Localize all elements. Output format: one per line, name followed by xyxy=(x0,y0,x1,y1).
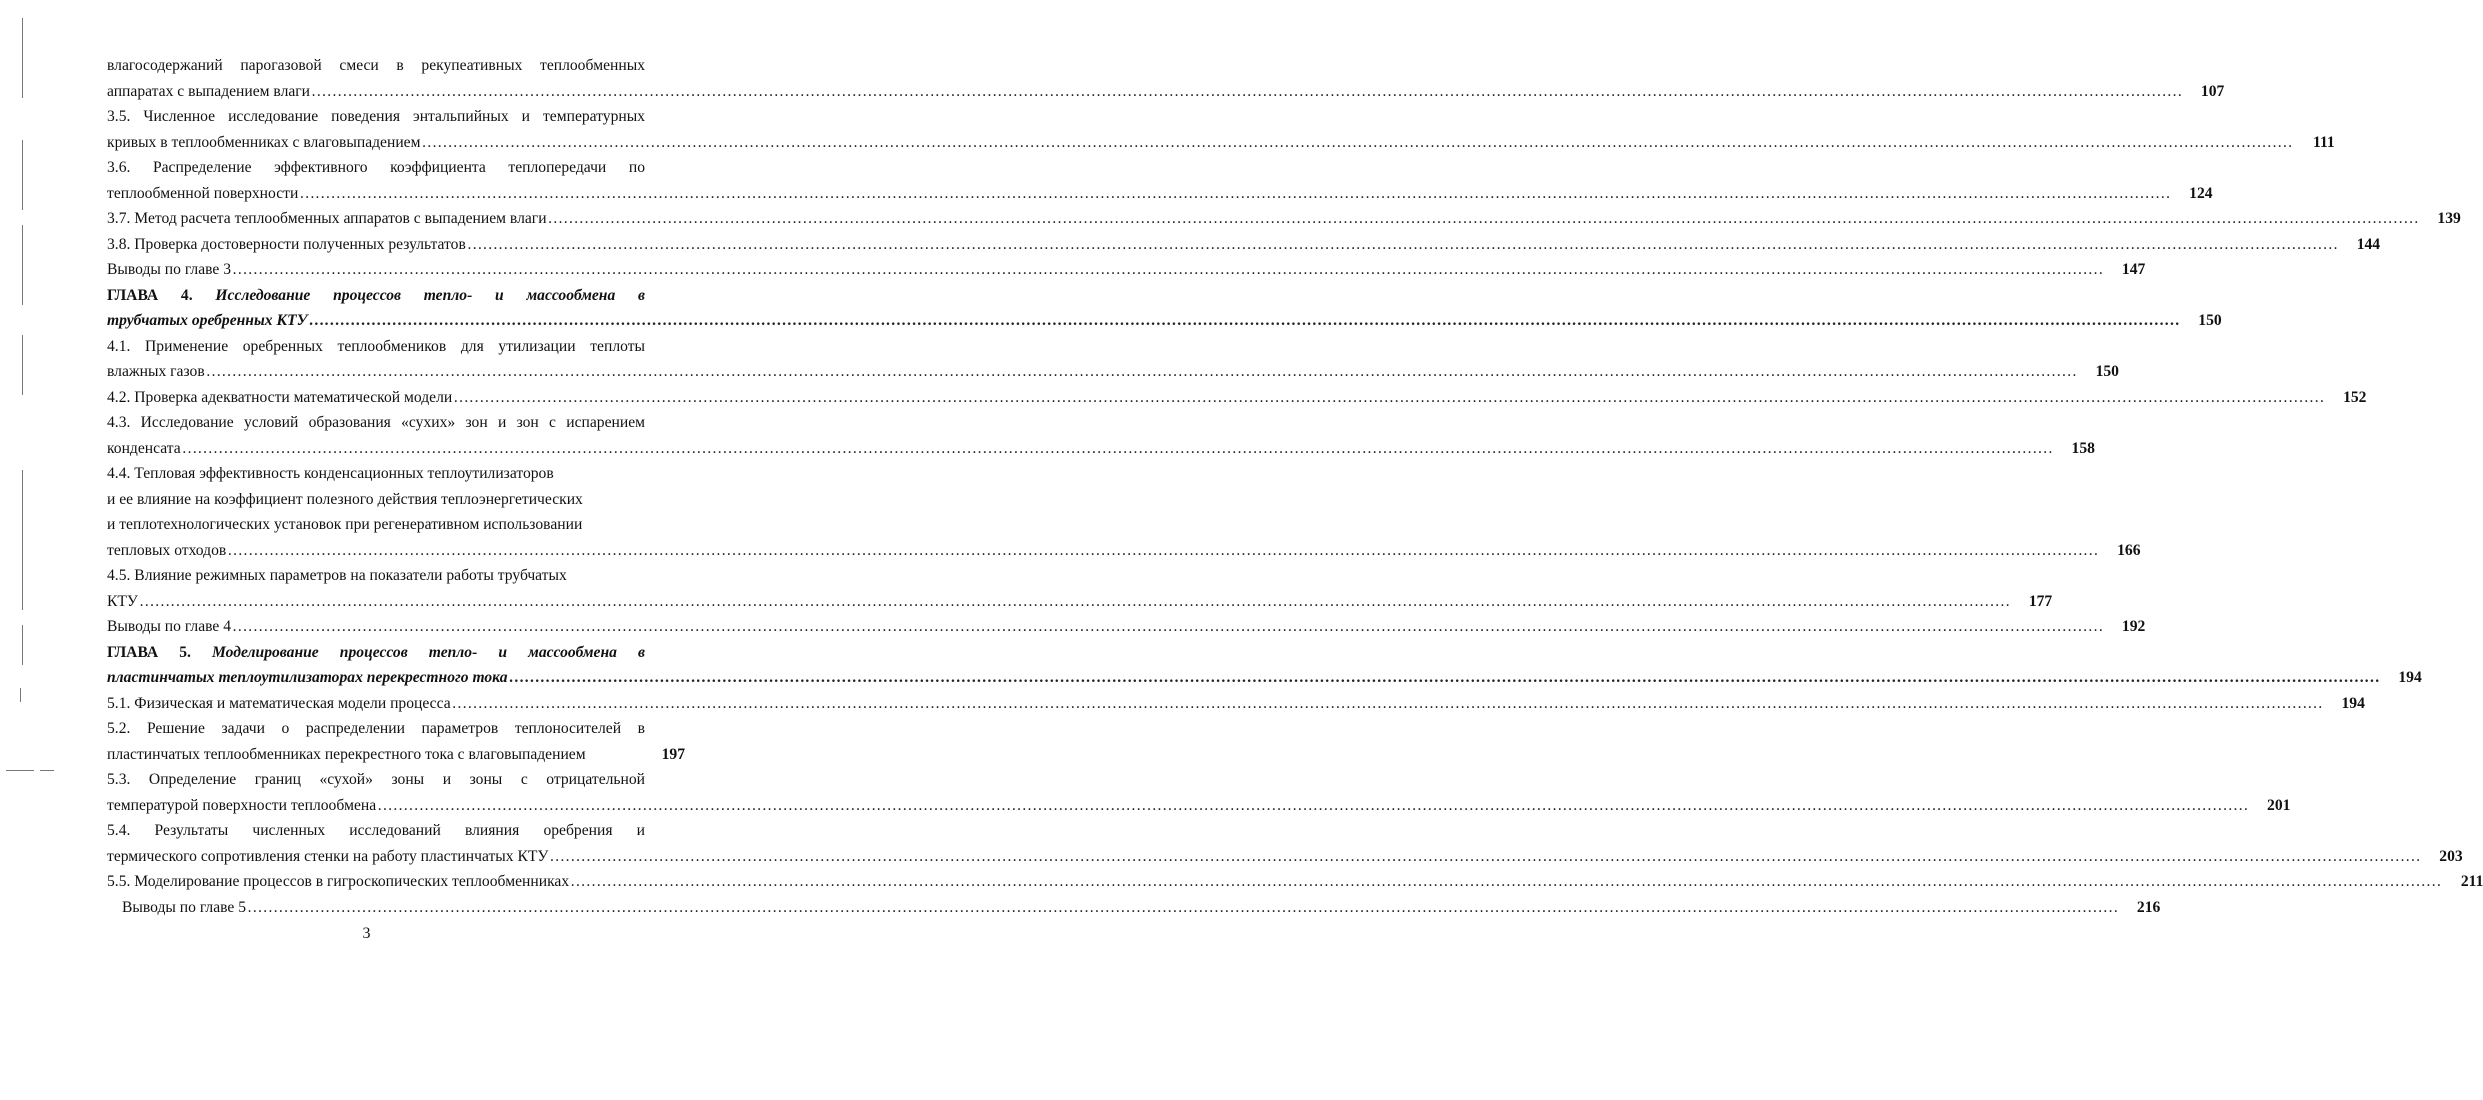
toc-leader-dots: ……………………………………………………………………………………………………………………………………………………………………………………………………………………………………………………………………………………………………………………………… xyxy=(247,898,2119,916)
toc-page-number: 197 xyxy=(661,745,685,763)
toc-page-number: 211 xyxy=(2460,873,2483,890)
toc-leader-dots: ……………………………………………………………………………………………………………………………………………………………………………………………………………………………………………………………………………………………………………………………… xyxy=(549,847,2421,865)
chapter-title: трубчатых оребренных КТУ xyxy=(107,312,308,329)
toc-entry xyxy=(107,232,2381,258)
toc-page-number: 150 xyxy=(2198,312,2222,329)
toc-entry xyxy=(107,79,2225,105)
toc-line-text: 4.3. Исследование условий образования «сухих» зон и зон с испарением xyxy=(107,414,645,431)
toc-leader-dots: ……………………………………………………………………………………………………………………………………………………………………………………………………………………………………………………………………………………………………………………………… xyxy=(453,388,2325,406)
toc-entry xyxy=(107,589,2053,615)
toc-entry xyxy=(107,895,2161,921)
toc-page-number: 203 xyxy=(2439,847,2463,865)
toc-leader-dots: ……………………………………………………………………………………………………………………………………………………………………………………………………………………………………………………………………………………………………………………………… xyxy=(232,261,2104,278)
toc-leader-dots: ……………………………………………………………………………………………………………………………………………………………………………………………………………………………………………………………………………………………………………………………… xyxy=(377,796,2249,814)
toc-leader-dots: ……………………………………………………………………………………………………………………………………………………………………………………………………………………………………………………………………………………………………………………………… xyxy=(421,133,2293,151)
scan-mark xyxy=(6,770,34,771)
toc-leader-dots: ……………………………………………………………………………………………………………………………………………………………………………………………………………………………………………………………………………………………………………………………… xyxy=(181,439,2053,457)
toc-line-text: 4.1. Применение оребренных теплообмеников для утилизации теплоты xyxy=(107,337,645,355)
toc-entry-text: аппаратах с выпадением влаги xyxy=(107,82,311,100)
toc-line-text: 5.3. Определение границ «сухой» зоны и зоны с отрицательной xyxy=(107,771,645,788)
toc-line xyxy=(107,767,685,793)
toc-line xyxy=(107,716,685,742)
toc-page-number: 216 xyxy=(2136,898,2161,916)
toc-line xyxy=(107,104,685,130)
toc-page-number: 158 xyxy=(2071,439,2095,457)
toc-line xyxy=(107,487,685,513)
toc-entry xyxy=(107,385,2367,411)
toc-leader-dots: ……………………………………………………………………………………………………………………………………………………………………………………………………………………………………………………………………………………………………………………………… xyxy=(232,618,2104,635)
scan-mark xyxy=(22,625,23,665)
toc-leader-dots: ……………………………………………………………………………………………………………………………………………………………………………………………………………………………………………………………………………………………………………………………… xyxy=(205,363,2077,380)
toc-leader-dots: ……………………………………………………………………………………………………………………………………………………………………………………………………………………………………………………………………………………………………………………………… xyxy=(311,82,2183,100)
toc-leader-dots: ……………………………………………………………………………………………………………………………………………………………………………………………………………………………………………………………………………………………………………………………… xyxy=(451,694,2323,712)
toc-line xyxy=(107,53,685,79)
toc-page-number: 192 xyxy=(2121,618,2146,635)
toc-leader-dots: ……………………………………………………………………………………………………………………………………………………………………………………………………………………………………………………………………………………………………………………………… xyxy=(138,592,2011,610)
toc-entry xyxy=(107,691,2365,717)
toc-entry-text: кривых в теплообменниках с влаговыпадением xyxy=(107,133,421,151)
chapter-label: ГЛАВА 4. xyxy=(107,286,193,304)
toc-line xyxy=(107,410,685,436)
toc-entry-text: Выводы по главе 4 xyxy=(107,618,232,635)
toc-entry xyxy=(107,538,2141,564)
chapter-label: ГЛАВА 5. xyxy=(107,643,191,661)
toc-line-text: влагосодержаний парогазовой смеси в рекупеативных теплообменных xyxy=(107,57,645,74)
toc-entry-text: КТУ xyxy=(107,592,138,610)
toc-leader-dots: ……………………………………………………………………………………………………………………………………………………………………………………………………………………………………………………………………………………………………………………………… xyxy=(508,669,2380,686)
chapter-heading-entry xyxy=(107,308,2222,334)
toc-entry xyxy=(107,742,685,768)
scan-mark xyxy=(22,470,23,610)
toc-entry xyxy=(107,844,2463,870)
toc-entry-text: тепловых отходов xyxy=(107,541,227,559)
scan-mark xyxy=(20,688,21,702)
scan-mark xyxy=(22,225,23,305)
chapter-title: Исследование процессов тепло- и массообмена в xyxy=(215,286,645,304)
toc-line-text: 5.2. Решение задачи о распределении параметров теплоносителей в xyxy=(107,720,645,737)
toc-entry-text: 3.8. Проверка достоверности полученных результатов xyxy=(107,235,466,253)
toc-entry-text: температурой поверхности теплообмена xyxy=(107,796,377,814)
toc-line-text: 5.4. Результаты численных исследований влияния оребрения и xyxy=(107,822,645,839)
toc-line xyxy=(107,563,685,589)
toc-entry-text: Выводы по главе 3 xyxy=(107,261,232,278)
toc-entry-text: конденсата xyxy=(107,439,181,457)
toc-leader-dots: ……………………………………………………………………………………………………………………………………………………………………………………………………………………………………………………………………………………………………………………………… xyxy=(299,184,2171,202)
toc-entry xyxy=(107,181,2213,207)
toc-page-number: 152 xyxy=(2343,388,2367,406)
toc-entry-text: термического сопротивления стенки на работу пластинчатых КТУ xyxy=(107,847,549,865)
toc-line-text: 4.5. Влияние режимных параметров на показатели работы трубчатых xyxy=(107,567,567,584)
toc-leader-dots: ……………………………………………………………………………………………………………………………………………………………………………………………………………………………………………………………………………………………………………………………… xyxy=(227,541,2099,559)
chapter-heading-entry xyxy=(107,665,2422,691)
toc-entry-text: 5.1. Физическая и математическая модели процесса xyxy=(107,694,451,712)
table-of-contents xyxy=(107,53,2483,920)
toc-entry-text: 5.5. Моделирование процессов в гигроскопических теплообменниках xyxy=(107,873,570,890)
toc-page-number: 107 xyxy=(2200,82,2225,100)
toc-entry-text: влажных газов xyxy=(107,363,205,380)
toc-page-number: 139 xyxy=(2437,210,2461,227)
toc-page-number: 124 xyxy=(2189,184,2213,202)
toc-page-number: 150 xyxy=(2095,363,2119,380)
toc-leader-dots: ……………………………………………………………………………………………………………………………………………………………………………………………………………………………………………………………………………………………………………………………… xyxy=(547,210,2419,227)
scan-mark xyxy=(22,140,23,210)
toc-line-text: 3.5. Численное исследование поведения энтальпийных и температурных xyxy=(107,108,645,125)
toc-entry xyxy=(107,869,2483,895)
toc-page-number: 147 xyxy=(2121,261,2146,278)
chapter-heading xyxy=(107,640,685,666)
scan-mark xyxy=(22,335,23,395)
toc-entry xyxy=(107,130,2335,156)
toc-line xyxy=(107,155,685,181)
toc-entry-text: 3.7. Метод расчета теплообменных аппаратов с выпадением влаги xyxy=(107,210,547,227)
toc-page-number: 194 xyxy=(2341,694,2365,712)
chapter-heading-text xyxy=(107,640,645,666)
toc-line-text: и теплотехнологических установок при регенеративном использовании xyxy=(107,516,583,533)
toc-entry-text: Выводы по главе 5 xyxy=(122,898,247,916)
toc-line xyxy=(107,334,685,360)
toc-leader-dots: ……………………………………………………………………………………………………………………………………………………………………………………………………………………………………………………………………………………………………………………………… xyxy=(466,235,2339,253)
toc-leader-dots: ……………………………………………………………………………………………………………………………………………………………………………………………………………………………………………………………………………………………………………………………… xyxy=(570,873,2442,890)
toc-line-text: и ее влияние на коэффициент полезного действия теплоэнергетических xyxy=(107,490,583,508)
toc-page-number: 166 xyxy=(2117,541,2141,559)
toc-entry-text: пластинчатых теплообменниках перекрестного тока с влаговыпадением xyxy=(107,745,586,763)
chapter-title: пластинчатых теплоутилизаторах перекрестного тока xyxy=(107,669,508,686)
toc-page-number: 111 xyxy=(2313,133,2335,151)
chapter-heading xyxy=(107,283,685,309)
chapter-heading-text xyxy=(107,283,645,309)
toc-entry xyxy=(107,206,2461,232)
toc-entry xyxy=(107,614,2146,640)
toc-page-number: 177 xyxy=(2028,592,2053,610)
toc-page-number: 144 xyxy=(2356,235,2381,253)
toc-line-text: 4.4. Тепловая эффективность конденсационных теплоутилизаторов xyxy=(107,465,554,482)
toc-entry xyxy=(107,359,2119,385)
toc-entry-text: теплообменной поверхности xyxy=(107,184,299,202)
toc-page-number: 194 xyxy=(2398,669,2422,686)
toc-line xyxy=(107,818,685,844)
toc-line-text: 3.6. Распределение эффективного коэффициента теплопередачи по xyxy=(107,159,645,176)
toc-leader-dots: ……………………………………………………………………………………………………………………………………………………………………………………………………………………………………………………………………………………………………………………………… xyxy=(308,312,2180,329)
chapter-title: Моделирование процессов тепло- и массообмена в xyxy=(212,643,645,661)
scan-mark xyxy=(22,18,23,98)
page-number: 3 xyxy=(362,925,371,942)
toc-entry xyxy=(107,793,2291,819)
toc-page-number: 201 xyxy=(2267,796,2291,814)
toc-entry xyxy=(107,257,2146,283)
scan-mark xyxy=(40,770,54,771)
toc-entry-text: 4.2. Проверка адекватности математической модели xyxy=(107,388,453,406)
toc-entry xyxy=(107,436,2095,462)
toc-line xyxy=(107,461,685,487)
toc-line xyxy=(107,512,685,538)
